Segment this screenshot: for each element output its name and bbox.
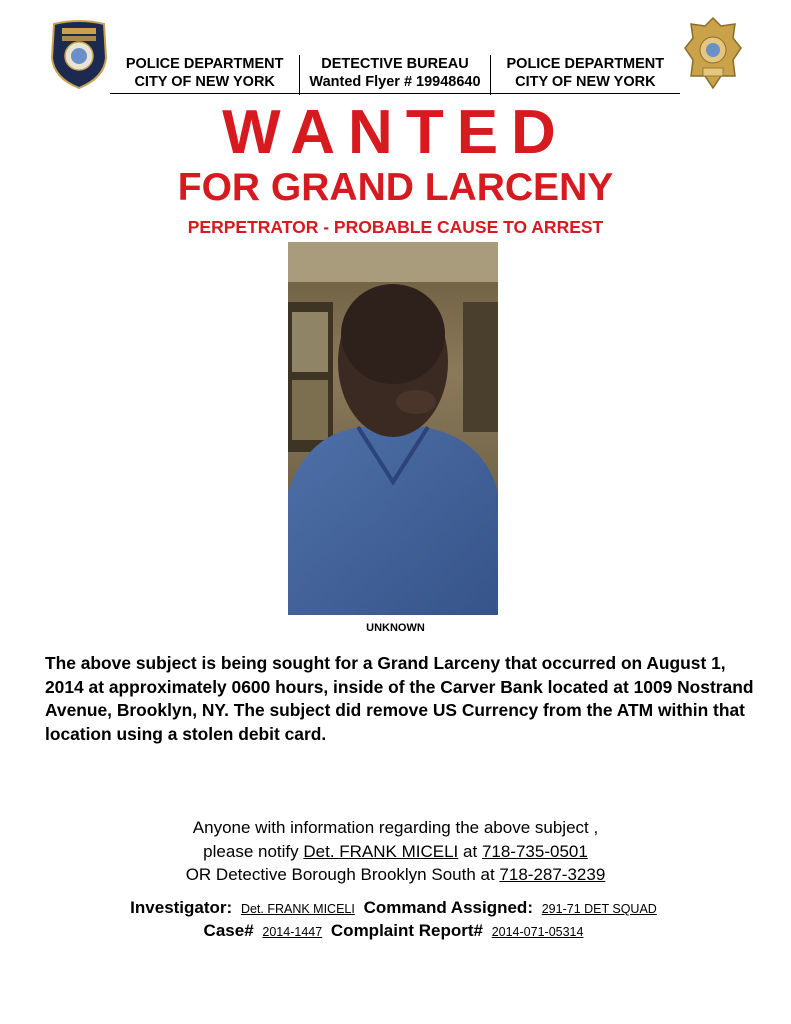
case-row <box>0 920 791 943</box>
wanted-title: WANTED <box>222 98 569 167</box>
contact-info <box>0 816 791 887</box>
case-label: Case# <box>203 921 254 940</box>
command-label: Command Assigned: <box>363 898 533 917</box>
borough-text: OR Detective Borough Brooklyn South at <box>185 865 495 884</box>
header-right-line1: POLICE DEPARTMENT <box>506 56 665 72</box>
arrest-status: PERPETRATOR - PROBABLE CAUSE TO ARREST <box>187 217 604 237</box>
header-center <box>299 55 490 95</box>
header-left <box>110 55 299 95</box>
command-value: 291-71 DET SQUAD <box>541 902 657 916</box>
investigator-label: Investigator: <box>130 898 233 917</box>
header-right <box>491 55 680 95</box>
subject-photo <box>288 242 498 615</box>
contact-line3 <box>0 863 791 887</box>
nypd-badge-icon <box>683 16 743 92</box>
photo-caption: UNKNOWN <box>366 622 425 634</box>
detective-phone: 718-735-0501 <box>481 841 588 861</box>
contact-line2 <box>0 840 791 864</box>
offense-title: FOR GRAND LARCENY <box>177 166 614 209</box>
borough-phone: 718-287-3239 <box>499 865 606 884</box>
complaint-label: Complaint Report# <box>330 921 483 940</box>
complaint-value: 2014-071-05314 <box>491 925 584 939</box>
detective-name: Det. FRANK MICELI <box>303 841 459 861</box>
investigator-row <box>0 897 791 920</box>
at-text: at <box>463 841 478 861</box>
header <box>110 55 680 95</box>
nypd-patch-icon <box>48 18 110 90</box>
please-notify-text: please notify <box>203 841 299 861</box>
case-value: 2014-1447 <box>262 925 323 939</box>
incident-description: The above subject is being sought for a Grand Larceny that occurred on August 1, 2014 at approximately 0600 hours, inside of the Carver Bank located at 1009 Nostrand Avenue, Brooklyn, NY. The subject did remove US Currency from the ATM within that location using a stolen debit card. <box>45 653 754 744</box>
investigator-value: Det. FRANK MICELI <box>240 902 355 916</box>
header-divider <box>110 93 680 94</box>
header-left-line2: CITY OF NEW YORK <box>134 74 275 90</box>
header-center-line1: DETECTIVE BUREAU <box>321 56 469 72</box>
contact-line1: Anyone with information regarding the above subject , <box>192 818 599 837</box>
header-right-line2: CITY OF NEW YORK <box>515 74 656 90</box>
header-center-line2: Wanted Flyer # 19948640 <box>309 74 481 90</box>
header-left-line1: POLICE DEPARTMENT <box>125 56 284 72</box>
